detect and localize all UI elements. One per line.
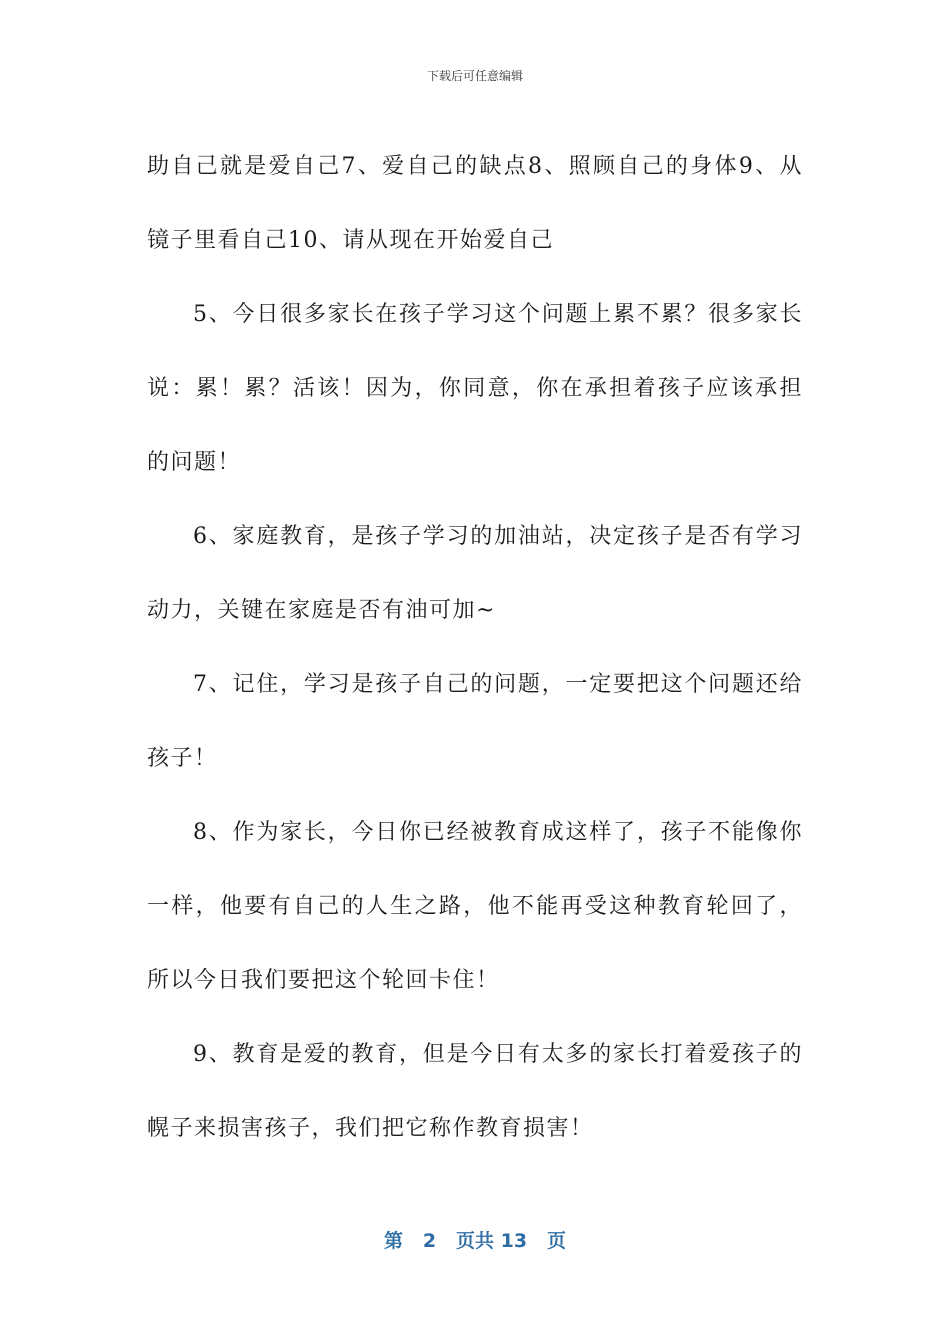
header-note: 下载后可任意编辑: [426, 69, 523, 83]
footer-label-suffix: 页: [546, 1230, 566, 1252]
paragraph: 8、作为家长，今日你已经被教育成这样了，孩子不能像你一样，他要有自己的人生之路，他不能再受这种教育轮回了，所以今日我们要把这个轮回卡住！: [147, 820, 803, 993]
page-footer: [0, 1226, 950, 1253]
paragraph: 助自己就是爱自己7、爱自己的缺点8、照顾自己的身体9、从镜子里看自己10、请从现在开始爱自己: [147, 154, 803, 253]
paragraph: 5、今日很多家长在孩子学习这个问题上累不累？很多家长说：累！累？活该！因为，你同意，你在承担着孩子应该承担的问题！: [147, 302, 803, 475]
paragraph: 9、教育是爱的教育，但是今日有太多的家长打着爱孩子的幌子来损害孩子，我们把它称作教育损害！: [147, 1042, 803, 1141]
footer-current-page: 2: [422, 1230, 437, 1252]
footer-label-prefix: 第: [384, 1230, 404, 1252]
document-body: [147, 130, 803, 1166]
footer-label-middle: 页共: [456, 1230, 495, 1252]
paragraph: 7、记住，学习是孩子自己的问题，一定要把这个问题还给孩子！: [147, 672, 803, 771]
paragraph: 6、家庭教育，是孩子学习的加油站，决定孩子是否有学习动力，关键在家庭是否有油可加~: [147, 524, 803, 623]
footer-total-pages: 13: [500, 1230, 528, 1252]
